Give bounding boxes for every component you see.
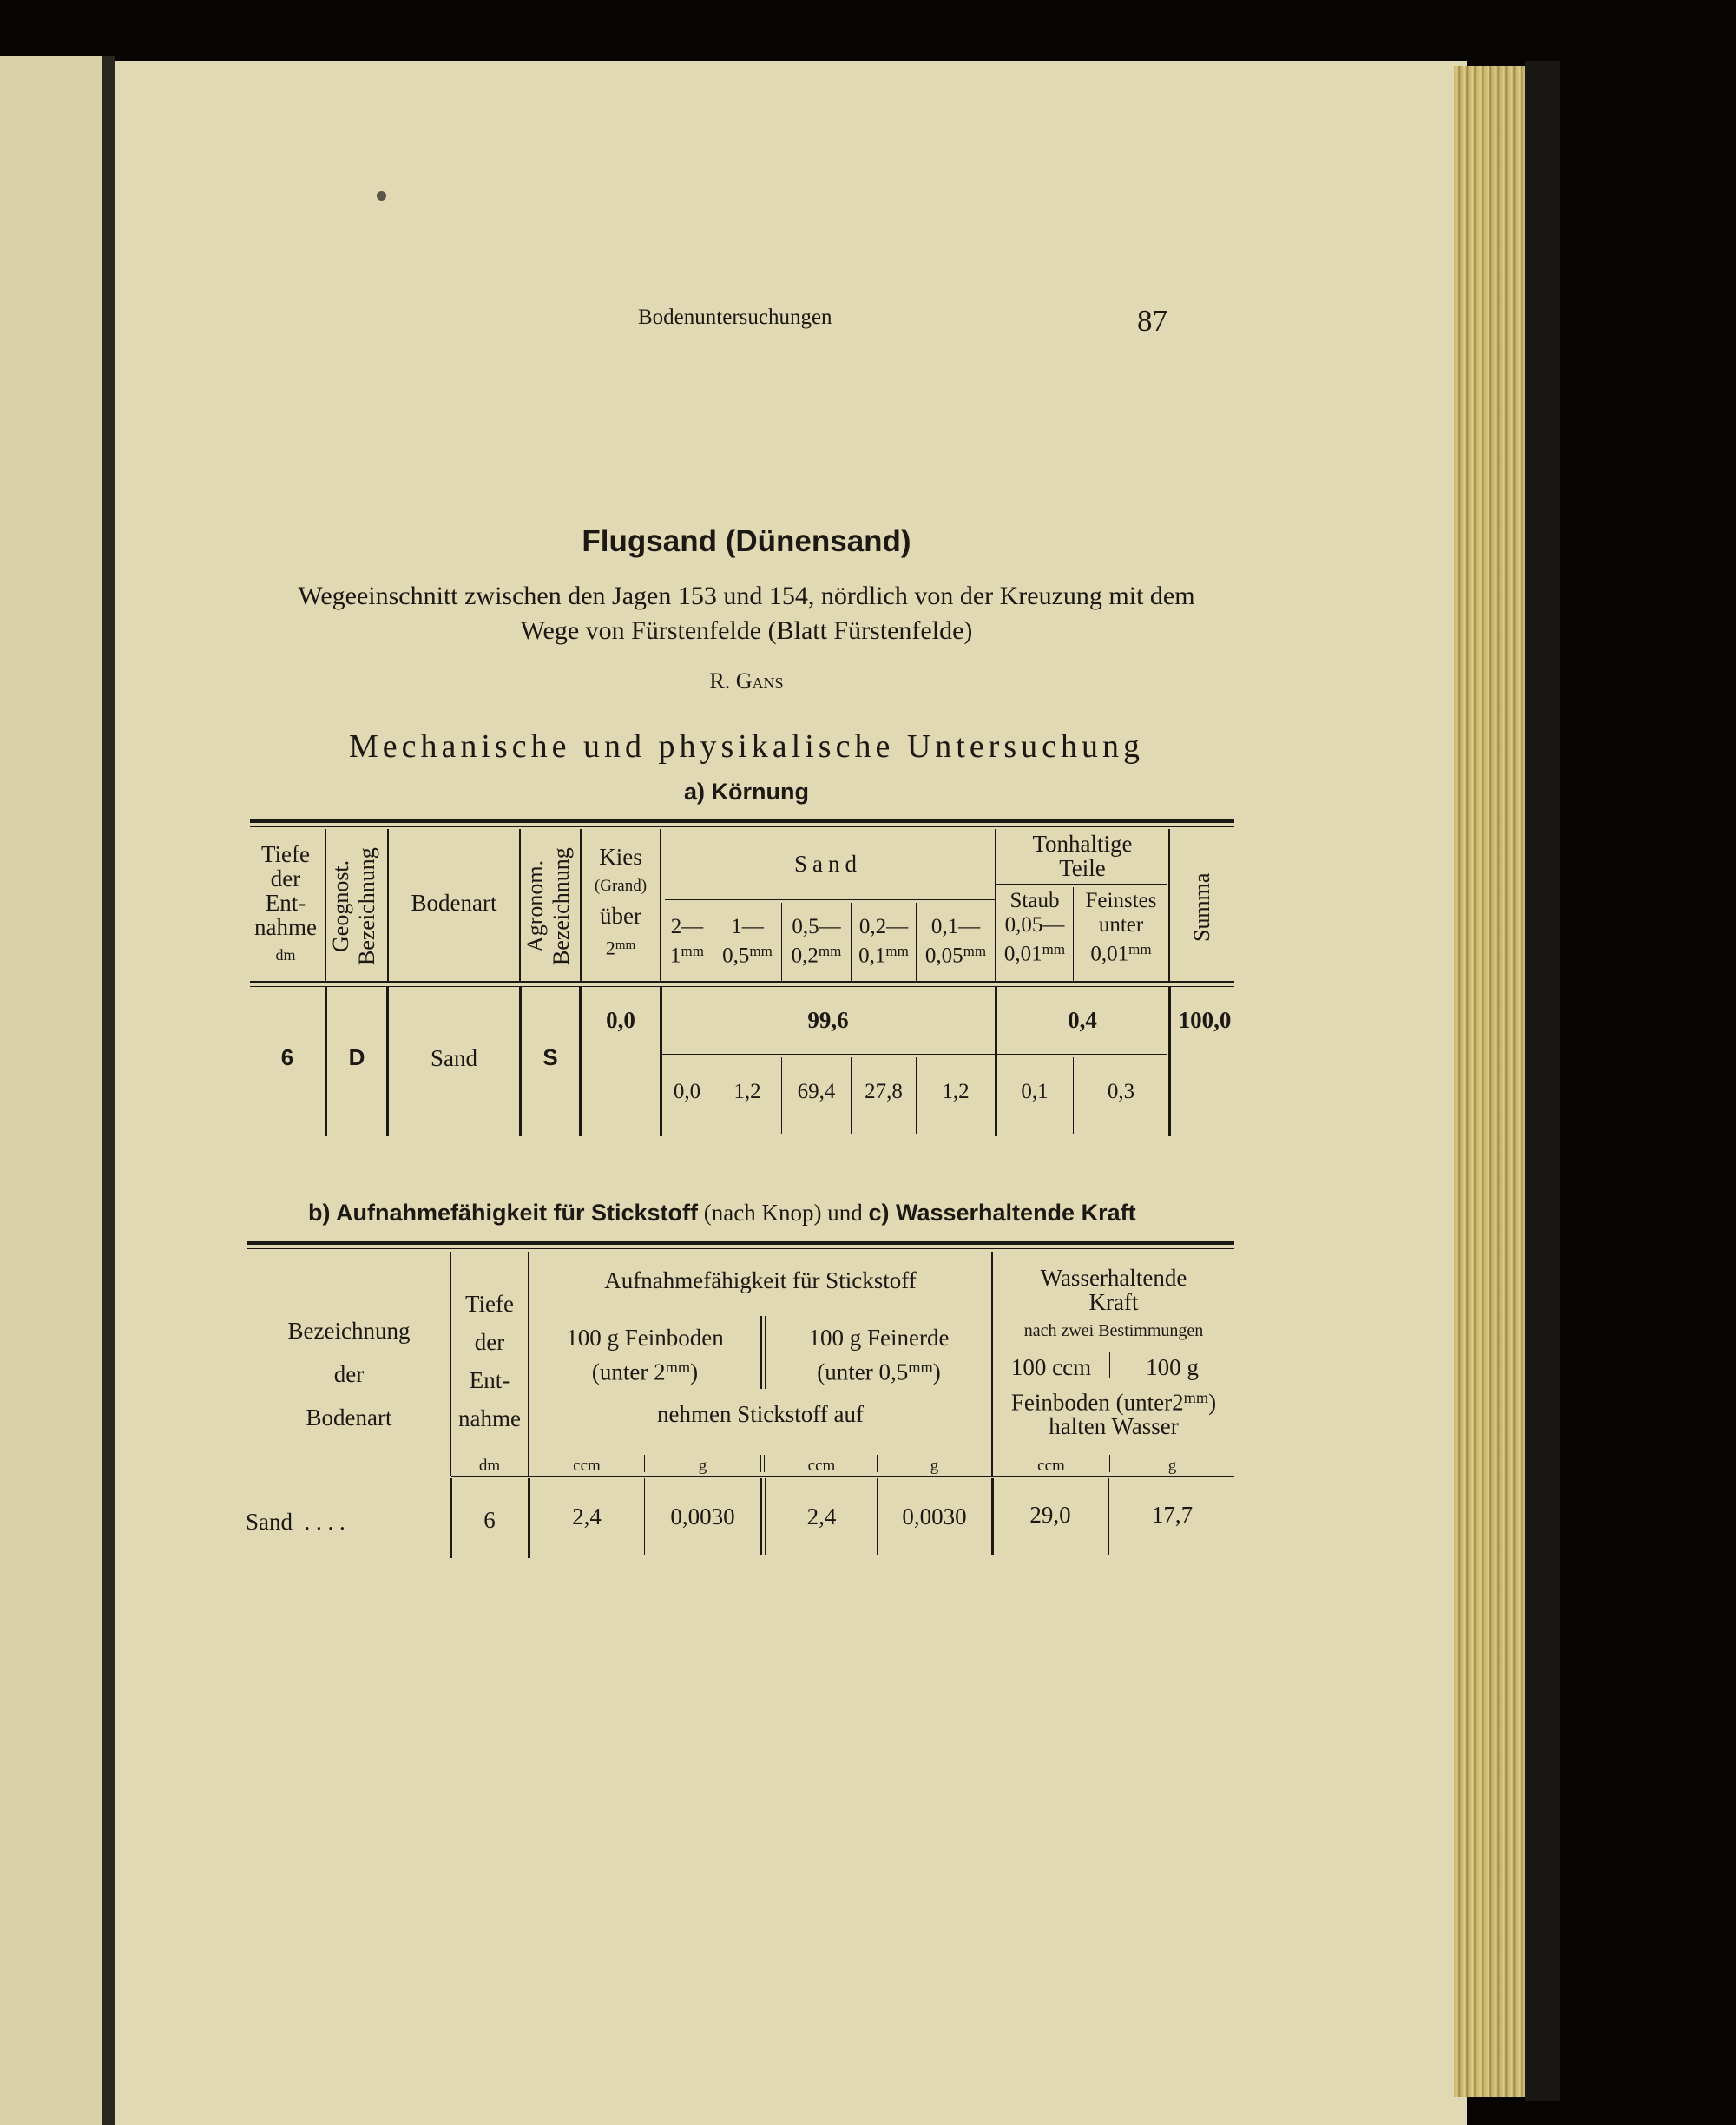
- row-agronom: S: [542, 1044, 558, 1070]
- row-b-feinboden-g: 0,0030: [670, 1503, 735, 1530]
- page-edges: [1454, 66, 1525, 2097]
- header-100g: 100 g: [1146, 1354, 1199, 1380]
- header-wasser: Wasserhaltende Kraft: [1040, 1265, 1187, 1315]
- header-aufnahme: Aufnahmefähigkeit für Stickstoff: [604, 1267, 917, 1293]
- header-sand-1-05: 1— $0,5^{mm}$: [722, 915, 773, 968]
- header-sand-2-1: 2— $1^{mm}$: [670, 915, 704, 968]
- unit-g-1: g: [698, 1457, 707, 1475]
- header-100ccm: 100 ccm: [1010, 1354, 1092, 1380]
- row-sand-2-1: 0,0: [673, 1080, 701, 1103]
- unit-ccm-1: ccm: [573, 1457, 601, 1475]
- page-number: 87: [1137, 304, 1167, 338]
- header-kies: Kies (Grand) über $2^{mm}$: [594, 844, 648, 959]
- header-tiefe-b: Tiefe der Ent- nahme: [458, 1291, 521, 1431]
- row-b-feinerde-ccm: 2,4: [806, 1503, 837, 1530]
- header-feinstes: Feinstes unter $0,01^{mm}$: [1085, 889, 1157, 966]
- book-cover: [1525, 61, 1560, 2101]
- row-geognost: D: [348, 1044, 365, 1070]
- row-sand-05-02: 69,4: [797, 1080, 836, 1103]
- row-bodenart: Sand: [431, 1045, 477, 1071]
- row-b-feinerde-g: 0,0030: [902, 1503, 967, 1530]
- row-sand-total: 99,6: [807, 1007, 849, 1033]
- row-tiefe: 6: [280, 1044, 294, 1070]
- header-geognost: Geognost. Bezeichnung: [328, 847, 379, 965]
- section-title: Mechanische und physikalische Untersuchung: [349, 728, 1144, 765]
- table-b-title: b) Aufnahmefähigkeit für Stickstoff (nach Knop) und c) Wasserhaltende Kraft: [308, 1200, 1136, 1226]
- row-b-wasser-g: 17,7: [1151, 1502, 1194, 1528]
- header-sand: Sand: [794, 851, 862, 877]
- header-feinboden: 100 g Feinboden (unter $2^{mm}$): [566, 1325, 724, 1385]
- left-page-edge: [0, 56, 104, 2125]
- table-a-title: a) Körnung: [684, 779, 809, 805]
- unit-ccm-2: ccm: [807, 1457, 836, 1475]
- header-sand-05-02: 0,5— $0,2^{mm}$: [791, 915, 842, 968]
- header-tonhaltige: Tonhaltige Teile: [1032, 831, 1133, 881]
- book-gutter: [102, 56, 115, 2125]
- row-kies: 0,0: [606, 1007, 635, 1033]
- header-agronom: Agronom. Bezeichnung: [523, 847, 574, 965]
- location-line-1: Wegeeinschnitt zwischen den Jagen 153 und 154, nördlich von der Kreuzung mit dem: [298, 582, 1195, 610]
- header-bezeichnung: Bezeichnung der Bodenart: [287, 1318, 411, 1431]
- row-b-tiefe: 6: [483, 1507, 496, 1533]
- row-ton-total: 0,4: [1068, 1007, 1097, 1033]
- unit-ccm-3: ccm: [1037, 1457, 1065, 1475]
- header-feinboden-wasser: Feinboden $(unter2^{mm})$ halten Wasser: [1010, 1389, 1217, 1440]
- header-feinerde: 100 g Feinerde (unter $0,5^{mm}$): [808, 1325, 950, 1385]
- header-nach-zwei: nach zwei Bestimmungen: [1023, 1321, 1204, 1340]
- row-sand-1-05: 1,2: [733, 1080, 761, 1103]
- running-title: Bodenuntersuchungen: [638, 306, 832, 329]
- page-title: Flugsand (Dünensand): [582, 524, 911, 558]
- header-staub: Staub 0,05— $0,01^{mm}$: [1003, 889, 1066, 966]
- header-sand-02-01: 0,2— $0,1^{mm}$: [858, 915, 909, 968]
- location-line-2: Wege von Fürstenfelde (Blatt Fürstenfelde): [520, 616, 973, 645]
- row-sand-01-005: 1,2: [942, 1080, 970, 1103]
- row-sand-02-01: 27,8: [865, 1080, 903, 1103]
- ink-spot: [377, 191, 386, 201]
- header-tiefe: Tiefe der Ent- nahme dm: [254, 841, 317, 964]
- row-b-feinboden-ccm: 2,4: [572, 1503, 602, 1530]
- row-summa: 100,0: [1178, 1007, 1232, 1033]
- row-staub: 0,1: [1021, 1080, 1049, 1103]
- unit-g-3: g: [1167, 1457, 1177, 1475]
- header-summa: Summa: [1189, 872, 1214, 942]
- author: R. Gans: [709, 668, 784, 694]
- header-bodenart: Bodenart: [411, 890, 497, 916]
- unit-g-2: g: [930, 1457, 939, 1475]
- row-b-bodenart: Sand . . . .: [246, 1509, 345, 1535]
- header-nehmen: nehmen Stickstoff auf: [657, 1401, 864, 1427]
- header-sand-01-005: 0,1— $0,05^{mm}$: [924, 915, 987, 968]
- row-feinstes: 0,3: [1107, 1080, 1135, 1103]
- header-tiefe-unit: dm: [478, 1457, 501, 1475]
- row-b-wasser-ccm: 29,0: [1029, 1502, 1071, 1528]
